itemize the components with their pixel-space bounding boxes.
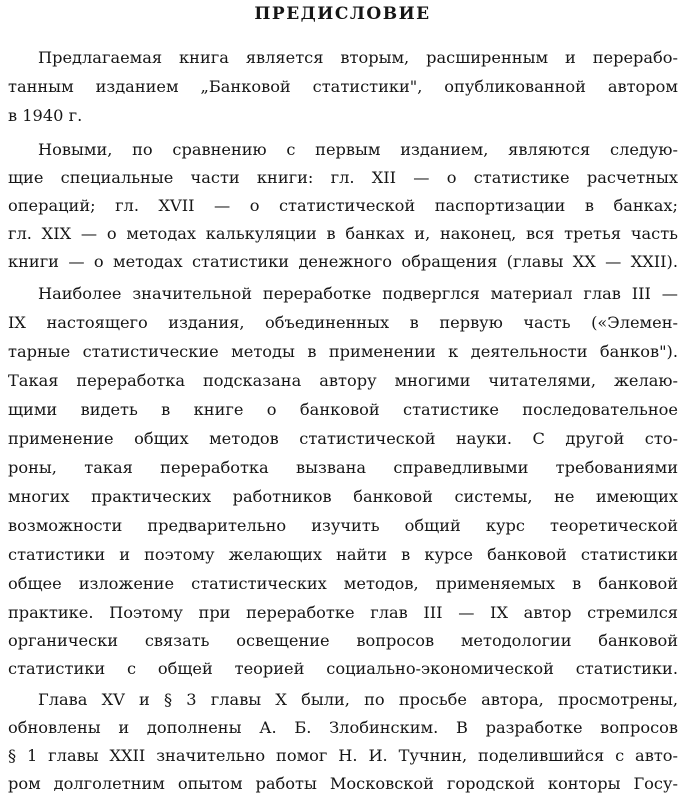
text-line: статистики и поэтому желающих найти в курсе банковой статистики bbox=[8, 545, 678, 564]
text-line: Глава XV и § 3 главы X были, по просьбе автора, просмотрены, bbox=[38, 690, 678, 709]
text-line: щими видеть в книге о банковой статистике последовательное bbox=[8, 400, 678, 419]
text-line: статистики с общей теорией социально-экономической статистики. bbox=[8, 659, 678, 678]
text-line: роны, такая переработка вызвана справедливыми требованиями bbox=[8, 458, 678, 477]
text-line: практике. Поэтому при переработке глав III — IX автор стремился bbox=[8, 603, 678, 622]
text-line: тарные статистические методы в применении к деятельности банков"). bbox=[8, 342, 678, 361]
text-line: гл. XIX — о методах калькуляции в банках и, наконец, вся третья часть bbox=[8, 224, 678, 243]
text-line: ром долголетним опытом работы Московской городской конторы Госу- bbox=[8, 774, 678, 793]
text-line: Новыми, по сравнению с первым изданием, являются следую- bbox=[38, 140, 678, 159]
page-title: ПРЕДИСЛОВИЕ bbox=[254, 4, 431, 24]
text-line: Такая переработка подсказана автору многими читателями, желаю- bbox=[8, 371, 678, 390]
text-line: книги — о методах статистики денежного обращения (главы XX — XXII). bbox=[8, 252, 678, 271]
text-line: обновлены и дополнены А. Б. Злобинским. В разработке вопросов bbox=[8, 718, 678, 737]
text-line: § 1 главы XXII значительно помог Н. И. Тучнин, поделившийся с авто- bbox=[8, 746, 678, 765]
text-line: общее изложение статистических методов, применяемых в банковой bbox=[8, 574, 678, 593]
text-line: органически связать освещение вопросов методологии банковой bbox=[8, 631, 678, 650]
text-line: щие специальные части книги: гл. XII — о статистике расчетных bbox=[8, 168, 678, 187]
text-line: операций; гл. XVII — о статистической паспортизации в банках; bbox=[8, 196, 678, 215]
text-line: IX настоящего издания, объединенных в первую часть («Элемен- bbox=[8, 313, 678, 332]
text-line: Наиболее значительной переработке подверглся материал глав III — bbox=[38, 284, 678, 303]
text-line: применение общих методов статистической науки. С другой сто- bbox=[8, 429, 678, 448]
text-line: Предлагаемая книга является вторым, расширенным и перерабо- bbox=[38, 48, 678, 67]
text-line: в 1940 г. bbox=[8, 106, 83, 125]
text-line: многих практических работников банковой системы, не имеющих bbox=[8, 487, 678, 506]
text-line: возможности предварительно изучить общий курс теоретической bbox=[8, 516, 678, 535]
text-line: танным изданием „Банковой статистики", опубликованной автором bbox=[8, 77, 678, 96]
